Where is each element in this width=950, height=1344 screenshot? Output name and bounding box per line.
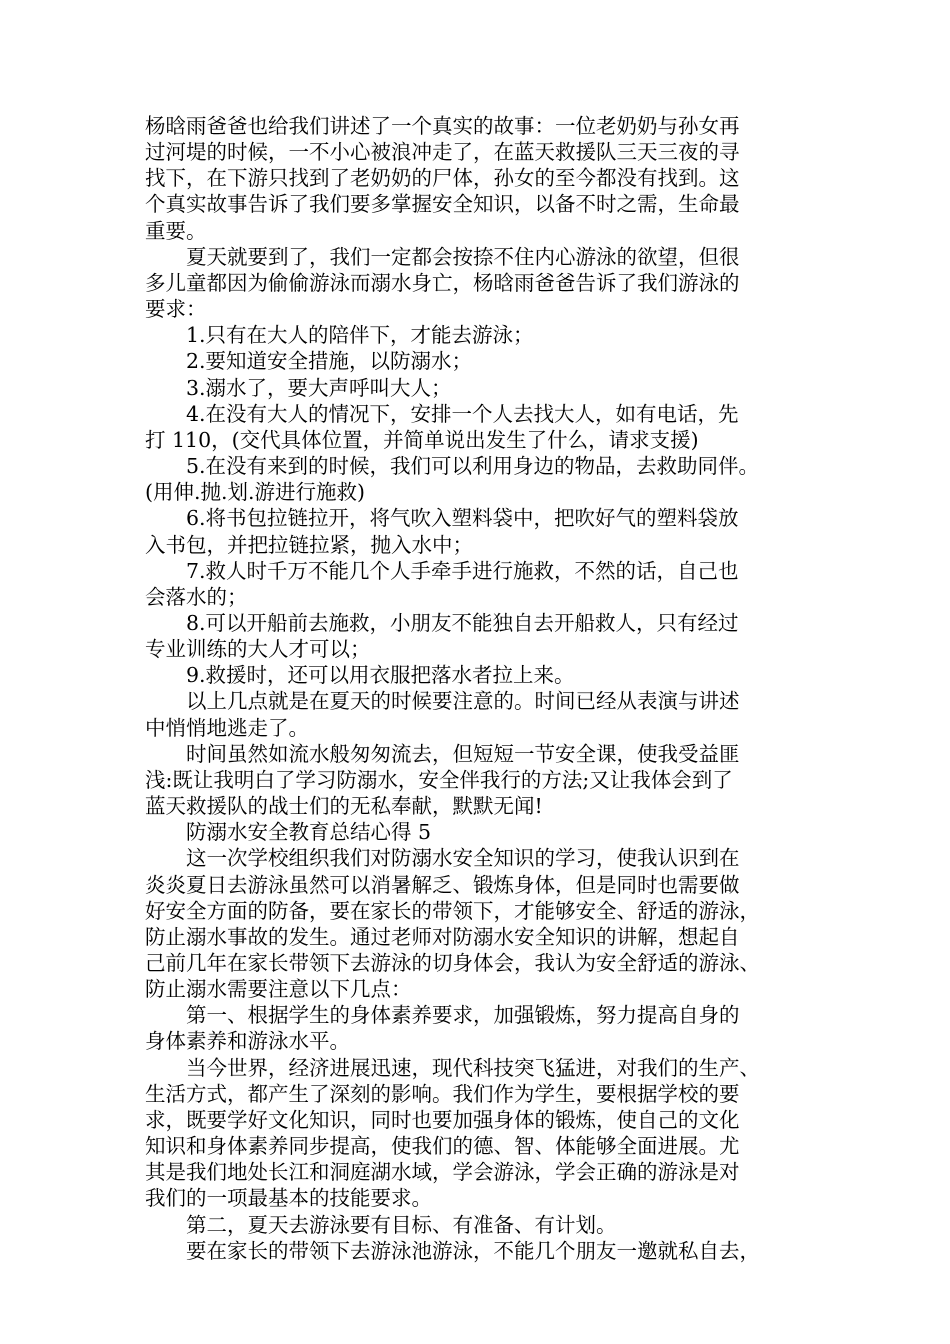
text-line: 中悄悄地逃走了。 [145, 715, 309, 740]
text-line: 打 110，(交代具体位置，并简单说出发生了什么，请求支援) [145, 427, 699, 452]
document-body [145, 113, 825, 1264]
text-line: 2.要知道安全措施，以防溺水； [145, 349, 473, 374]
text-line: 会落水的； [145, 584, 248, 609]
text-line: 其是我们地处长江和洞庭湖水域，学会游泳，学会正确的游泳是对 [145, 1160, 740, 1185]
text-line: 好安全方面的防备，要在家长的带领下，才能够安全、舒适的游泳， [145, 898, 760, 923]
text-line: 防止溺水需要注意以下几点： [145, 977, 412, 1002]
text-line: 当今世界，经济进展迅速，现代科技突飞猛进，对我们的生产、 [145, 1055, 760, 1080]
text-line: 防止溺水事故的发生。通过老师对防溺水安全知识的讲解，想起自 [145, 924, 740, 949]
text-line: 9.救援时，还可以用衣服把落水者拉上来。 [145, 663, 575, 688]
text-line: 入书包，并把拉链拉紧，抛入水中； [145, 532, 473, 557]
text-line: 第一、根据学生的身体素养要求，加强锻炼，努力提高自身的 [145, 1003, 740, 1028]
text-line: 杨晗雨爸爸也给我们讲述了一个真实的故事：一位老奶奶与孙女再 [145, 114, 740, 138]
text-line: 己前几年在家长带领下去游泳的切身体会，我认为安全舒适的游泳、 [145, 951, 760, 975]
text-line: 第二，夏天去游泳要有目标、有准备、有计划。 [145, 1212, 617, 1237]
text-line: 炎炎夏日去游泳虽然可以消暑解乏、锻炼身体，但是同时也需要做 [145, 872, 740, 897]
text-line: 身体素养和游泳水平。 [145, 1029, 350, 1054]
text-line: 6.将书包拉链拉开，将气吹入塑料袋中，把吹好气的塑料袋放 [145, 506, 739, 531]
text-line: 过河堤的时候，一不小心被浪冲走了，在蓝天救援队三天三夜的寻 [145, 140, 740, 165]
text-line: (用伸.抛.划.游进行施救) [145, 480, 366, 505]
text-line: 时间虽然如流水般匆匆流去，但短短一节安全课，使我受益匪 [145, 741, 740, 766]
text-line: 5.在没有来到的时候，我们可以利用身边的物品，去救助同伴。 [145, 454, 760, 479]
text-line: 个真实故事告诉了我们要多掌握安全知识，以备不时之需，生命最 [145, 192, 740, 217]
text-line: 以上几点就是在夏天的时候要注意的。时间已经从表演与讲述 [145, 689, 740, 714]
text-line: 7.救人时千万不能几个人手牵手进行施救，不然的话，自己也 [145, 558, 739, 583]
text-line: 夏天就要到了，我们一定都会按捺不住内心游泳的欲望，但很 [145, 244, 740, 269]
text-line: 多儿童都因为偷偷游泳而溺水身亡，杨晗雨爸爸告诉了我们游泳的 [145, 270, 740, 295]
text-line: 1.只有在大人的陪伴下，才能去游泳； [145, 323, 534, 348]
text-line: 求，既要学好文化知识，同时也要加强身体的锻炼，使自己的文化 [145, 1107, 740, 1132]
text-line: 我们的一项最基本的技能要求。 [145, 1186, 432, 1211]
text-line: 8.可以开船前去施救，小朋友不能独自去开船救人，只有经过 [145, 610, 739, 635]
text-line: 重要。 [145, 218, 207, 243]
text-line: 3.溺水了，要大声呼叫大人； [145, 375, 452, 400]
text-line: 生活方式，都产生了深刻的影响。我们作为学生，要根据学校的要 [145, 1081, 740, 1106]
text-line: 4.在没有大人的情况下，安排一个人去找大人，如有电话，先 [145, 401, 739, 426]
text-line: 专业训练的大人才可以； [145, 637, 371, 662]
text-line: 知识和身体素养同步提高，使我们的德、智、体能够全面进展。尤 [145, 1134, 740, 1159]
text-line: 防溺水安全教育总结心得 5 [145, 820, 432, 845]
document-page [145, 113, 825, 1264]
text-line: 要在家长的带领下去游泳池游泳，不能几个朋友一邀就私自去， [145, 1238, 760, 1263]
text-line: 蓝天救援队的战士们的无私奉献，默默无闻! [145, 794, 543, 819]
text-line: 浅:既让我明白了学习防溺水，安全伴我行的方法;又让我体会到了 [145, 767, 733, 792]
text-line: 找下，在下游只找到了老奶奶的尸体，孙女的至今都没有找到。这 [145, 166, 740, 191]
text-line: 要求： [145, 297, 207, 322]
text-line: 这一次学校组织我们对防溺水安全知识的学习，使我认识到在 [145, 846, 740, 871]
